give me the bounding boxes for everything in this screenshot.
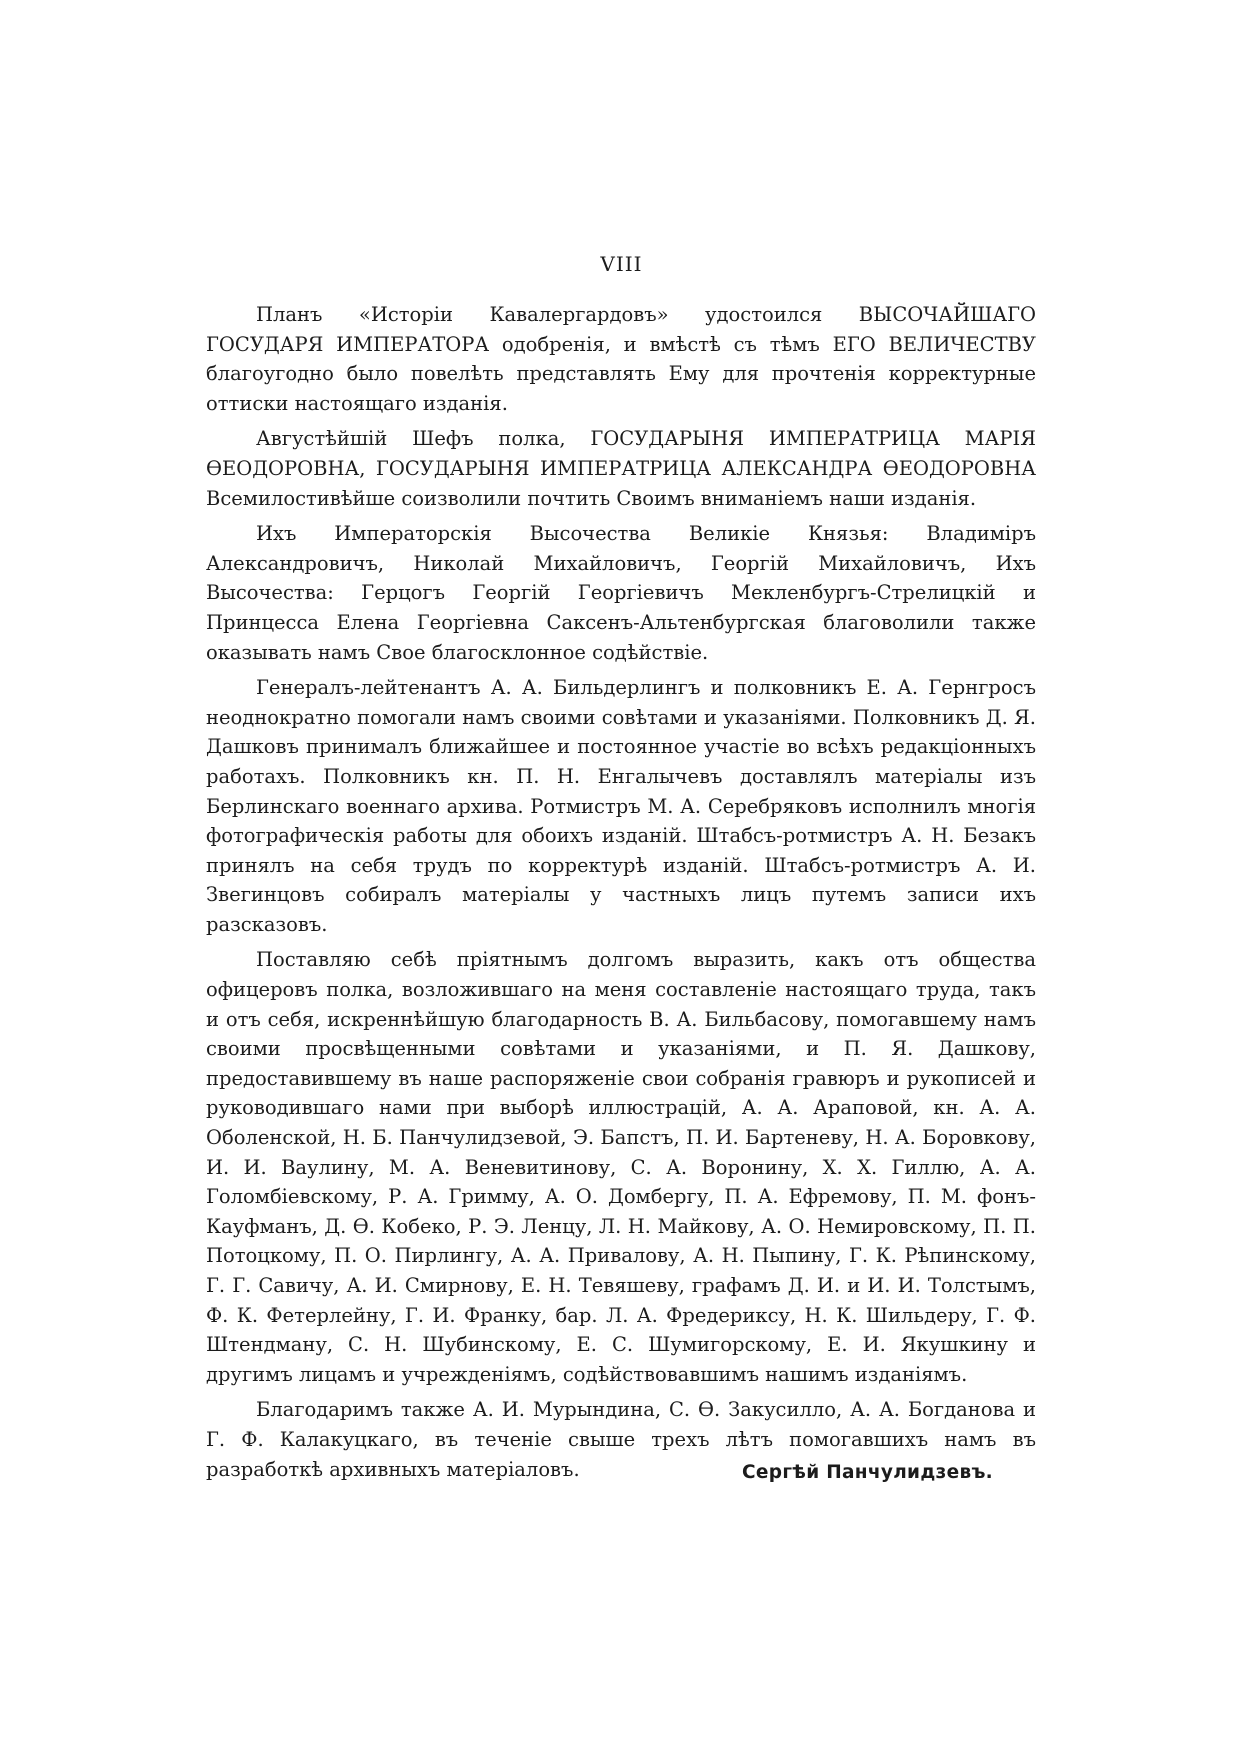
paragraph-archive-thanks: Благодаримъ также А. И. Мурындина, С. Ѳ. Закусилло, А. А. Богданова и Г. Ф. Калакуцкаго, въ теченіе свыше трехъ лѣтъ помогавшихъ намъ въ разработкѣ архивныхъ матеріаловъ. (206, 1398, 1036, 1481)
paragraph-grand-dukes: Ихъ Императорскія Высочества Великіе Князья: Владиміръ Александровичъ, Николай Михайловичъ, Георгій Михайловичъ, Ихъ Высочества: Герцогъ Георгій Георгіевичъ Мекленбургъ-Стрелицкій и Принцесса Елена Георгіевна Саксенъ-Альтенбургская благоволили также оказывать намъ Свое благосклонное содѣйствіе. (206, 522, 1036, 664)
author-signature: Сергѣй Панчулидзевъ. (742, 1462, 993, 1483)
page-number: VIII (600, 252, 643, 276)
paragraph-gratitude: Поставляю себѣ пріятнымъ долгомъ выразить, какъ отъ общества офицеровъ полка, возложившаго на меня составленіе настоящаго труда, такъ и отъ себя, искреннѣйшую благодарность В. А. Бильбасову, помогавшему намъ своими просвѣщенными совѣтами и указаніями, и П. Я. Дашкову, предоставившему въ наше распоряженіе свои собранія гравюръ и рукописей и руководившаго нами при выборѣ иллюстрацій, А. А. Араповой, кн. А. А. Оболенской, Н. Б. Панчулидзевой, Э. Бапстъ, П. И. Бартеневу, Н. А. Боровкову, И. И. Ваулину, М. А. Веневитинову, С. А. Воронину, Х. Х. Гиллю, А. А. Голомбіевскому, Р. А. Гримму, А. О. Домбергу, П. А. Ефремову, П. М. фонъ-Кауфманъ, Д. Ѳ. Кобеко, Р. Э. Ленцу, Л. Н. Майкову, А. О. Немировскому, П. П. Потоцкому, П. О. Пирлингу, А. А. Привалову, А. Н. Пыпину, Г. К. Рѣпинскому, Г. Г. Савичу, А. И. Смирнову, Е. Н. Тевяшеву, графамъ Д. И. и И. И. Толстымъ, Ф. К. Фетерлейну, Г. И. Франку, бар. Л. А. Фредериксу, Н. К. Шильдеру, Г. Ф. Штендману, С. Н. Шубинскому, Е. С. Шумигорскому, Е. И. Якушкину и другимъ лицамъ и учрежденіямъ, содѣйствовавшимъ нашимъ изданіямъ. (206, 948, 1036, 1386)
paragraph-empresses: Августѣйшій Шефъ полка, ГОСУДАРЫНЯ ИМПЕРАТРИЦА МАРІЯ ѲЕОДОРОВНА, ГОСУДАРЫНЯ ИМПЕРАТРИЦА АЛЕКСАНДРА ѲЕОДОРОВНА Всемилостивѣйше соизволили почтить Своимъ вниманіемъ наши изданія. (206, 427, 1036, 510)
paragraph-officers-help: Генералъ-лейтенантъ А. А. Бильдерлингъ и полковникъ Е. А. Гернгросъ неоднократно помогали намъ своими совѣтами и указаніями. Полковникъ Д. Я. Дашковъ принималъ ближайшее и постоянное участіе во всѣхъ редакціонныхъ работахъ. Полковникъ кн. П. Н. Енгалычевъ доставлялъ матеріалы изъ Берлинскаго военнаго архива. Ротмистръ М. А. Серебряковъ исполнилъ многія фотографическія работы для обоихъ изданій. Штабсъ-ротмистръ А. Н. Безакъ принялъ на себя трудъ по корректурѣ изданій. Штабсъ-ротмистръ А. И. Звегинцовъ собиралъ матеріалы у частныхъ лицъ путемъ записи ихъ разсказовъ. (206, 676, 1036, 936)
preface-text (206, 300, 1036, 1490)
paragraph-plan-approval: Планъ «Исторіи Кавалергардовъ» удостоился ВЫСОЧАЙШАГО ГОСУДАРЯ ИМПЕРАТОРА одобренія, и вмѣстѣ съ тѣмъ ЕГО ВЕЛИЧЕСТВУ благоугодно было повелѣть представлять Ему для прочтенія корректурные оттиски настоящаго изданія. (206, 303, 1036, 415)
